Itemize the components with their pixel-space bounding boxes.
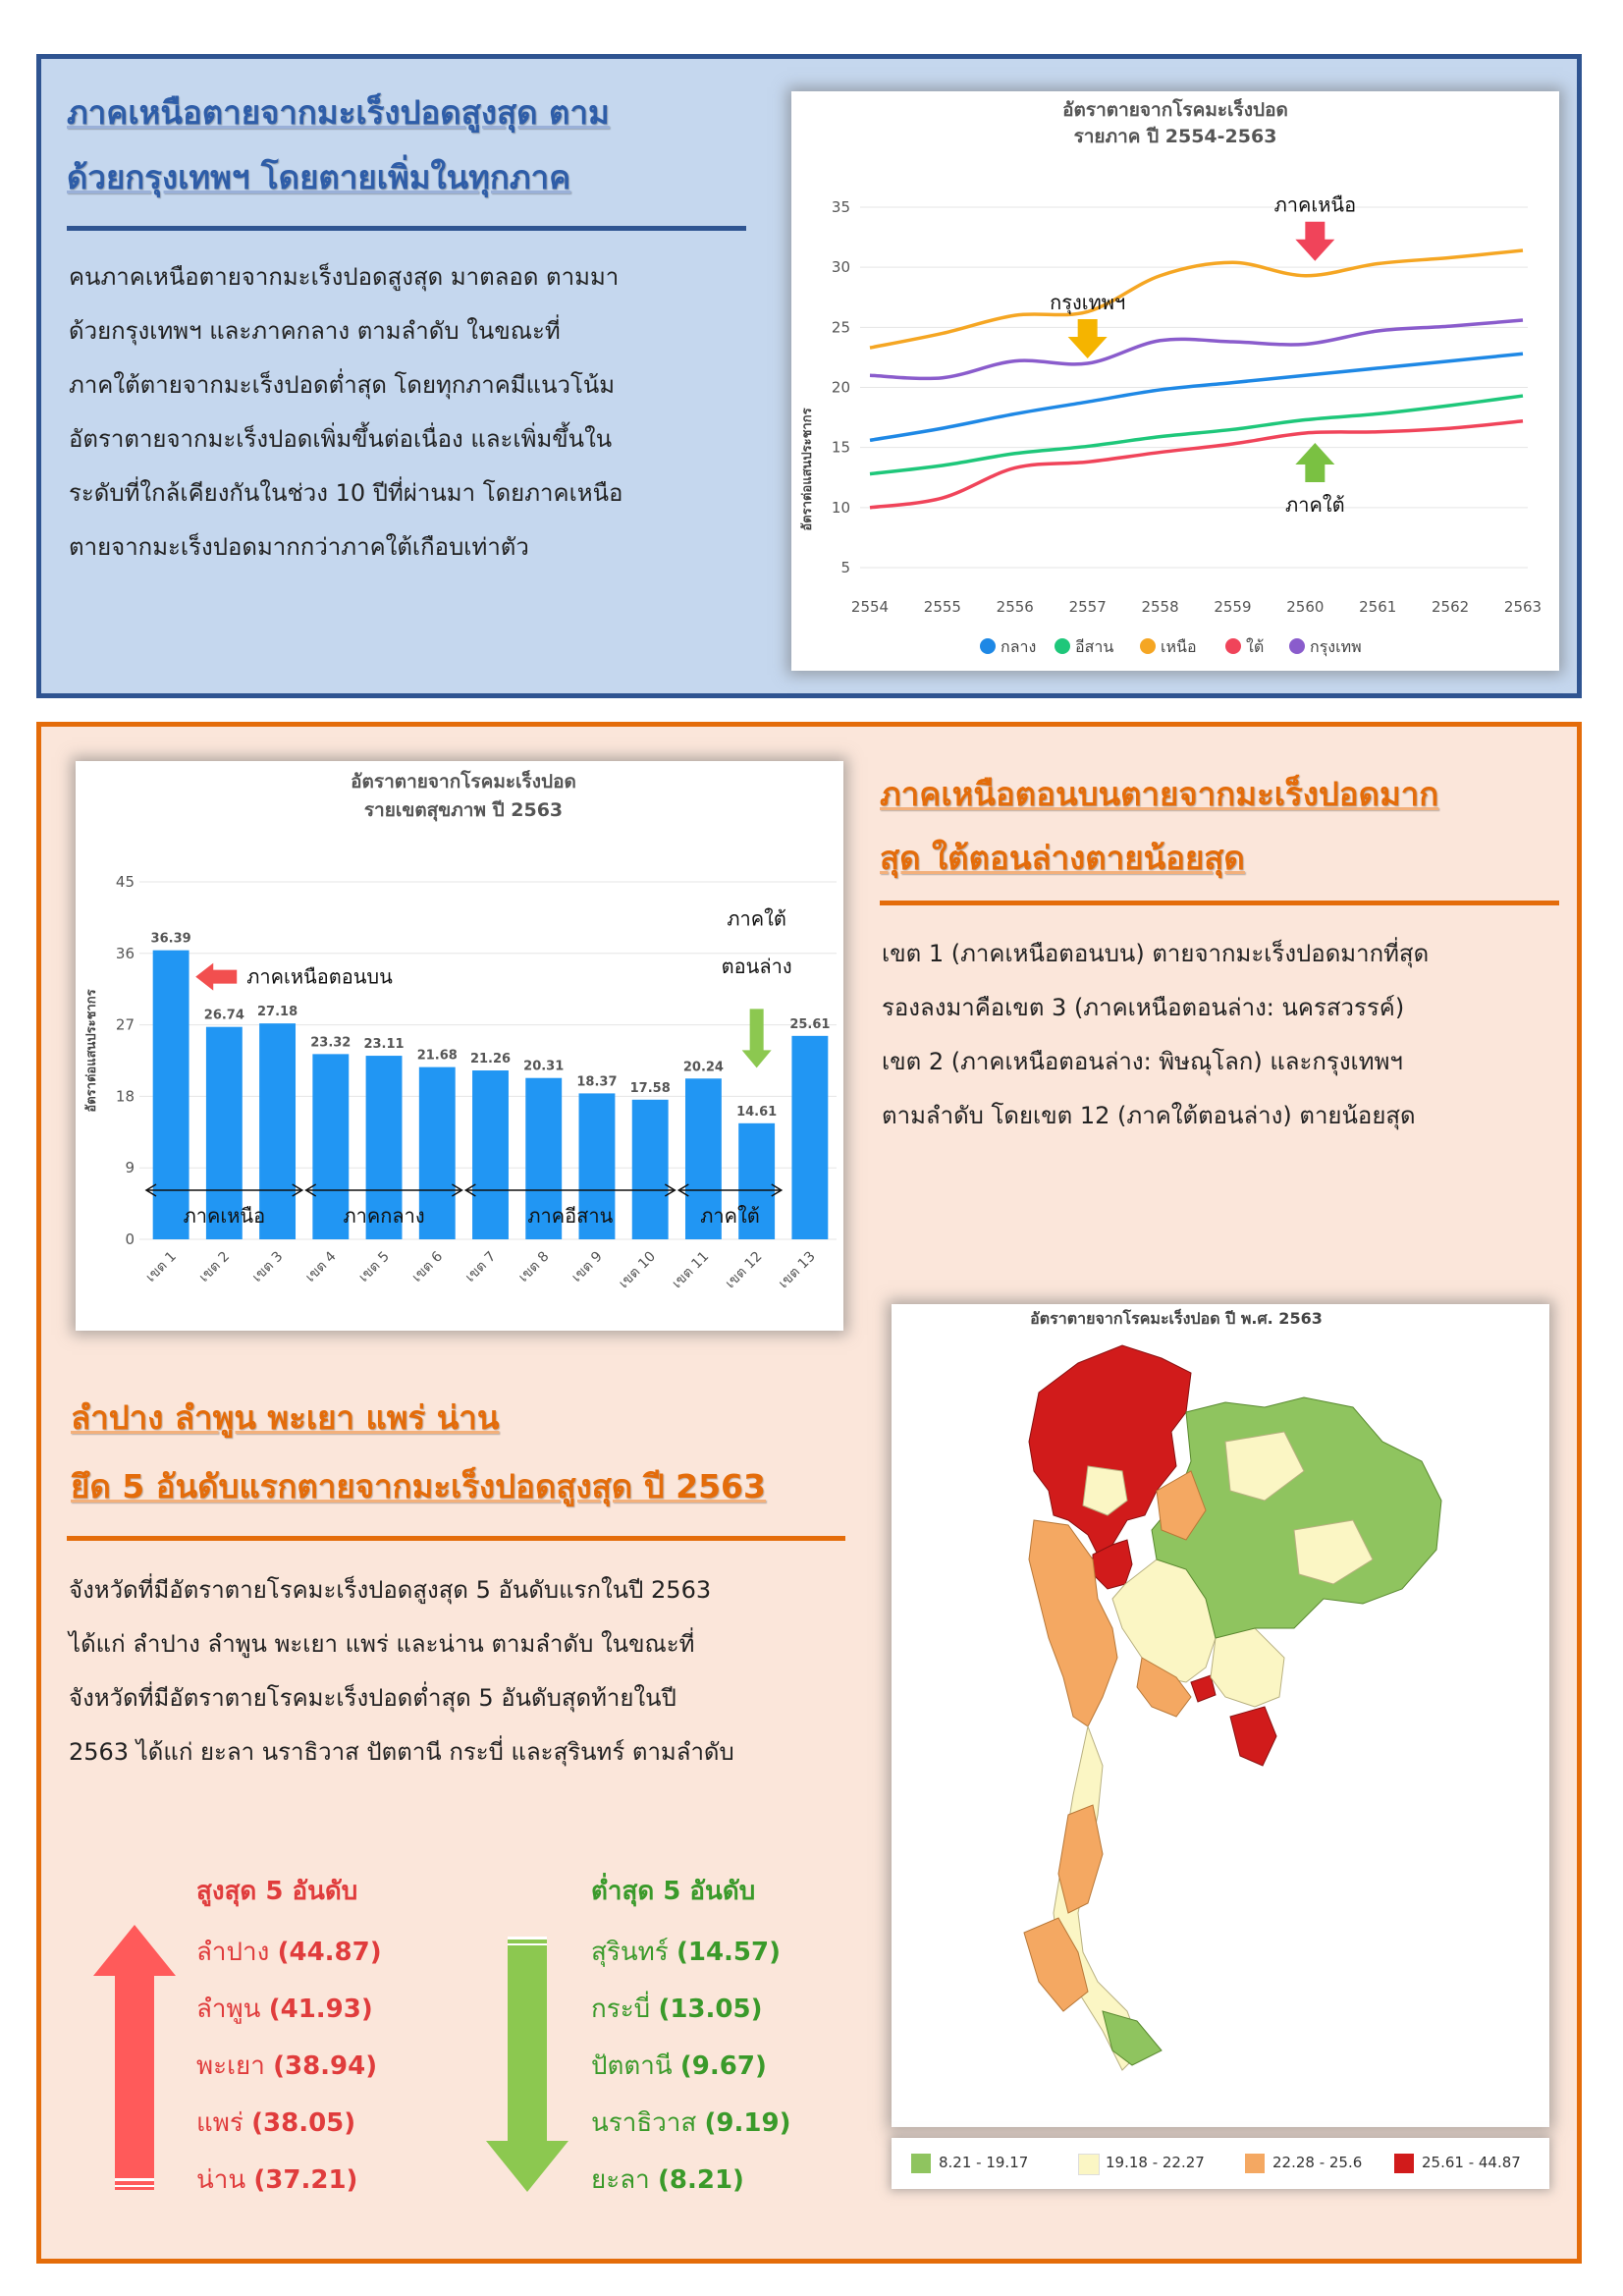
line-chart-xtick: 2562 [1432,598,1470,616]
bar-value-label: 20.31 [523,1059,565,1074]
annotation-north-arrow [1295,222,1334,261]
map-region-deep-south [1103,2011,1162,2065]
bar-category-label: เขต 6 [408,1248,447,1285]
section2-line: รองลงมาคือเขต 3 (ภาคเหนือตอนล่าง: นครสวรรค์) [882,994,1405,1021]
map-region-east [1230,1707,1276,1766]
annotation-south-lower-2: ตอนล่าง [721,954,792,978]
bar-chart-title-1: อัตราตายจากโรคมะเร็งปอด [351,771,576,793]
annotation-north: ภาคเหนือ [1273,192,1357,217]
bottom5-item: นราธิวาส (9.19) [591,2108,791,2138]
legend-swatch-orange [1245,2154,1265,2173]
line-chart-xtick: 2555 [923,598,961,616]
bar-10 [632,1100,669,1239]
down-arrow-icon [486,1927,569,2202]
line-chart-xtick: 2556 [996,598,1034,616]
top5-item: แพร่ (38.05) [196,2108,356,2138]
legend-label: อีสาน [1075,637,1114,656]
bar-7 [472,1070,509,1239]
map-region-south-orange [1058,1805,1103,1913]
legend-dot [1289,638,1305,654]
legend-label: 22.28 - 25.6 [1272,2154,1363,2171]
legend-dot [980,638,996,654]
line-chart [791,91,1559,671]
legend-dot [1140,638,1156,654]
map-legend [892,2138,1549,2189]
province-map-card [892,1304,1549,2127]
legend-swatch-red [1394,2154,1414,2173]
bar-category-label: เขต 4 [302,1248,340,1285]
bar-value-label: 25.61 [789,1016,831,1032]
annotation-north-upper-arrow [195,963,237,991]
annotation-south-arrow [1295,443,1334,482]
section3-divider [67,1536,845,1541]
section1-line: ระดับที่ใกล้เคียงกันในช่วง 10 ปีที่ผ่านมา โดยภาคเหนือ [69,479,623,507]
bar-category-label: เขต 11 [669,1248,713,1292]
line-series-อีสาน [870,396,1523,474]
section1-line: คนภาคเหนือตายจากมะเร็งปอดสูงสุด มาตลอด ตามมา [69,263,620,291]
bar-value-label: 26.74 [203,1008,244,1023]
bar-chart-ytick: 0 [125,1230,135,1248]
section2-title-line1: ภาคเหนือตอนบนตายจากมะเร็งปอดมาก [880,775,1439,813]
legend-label: 19.18 - 22.27 [1106,2154,1205,2171]
bar-chart-ylabel: อัตราต่อแสนประชากร [84,989,99,1113]
bar-category-label: เขต 12 [722,1248,766,1292]
bar-chart-card [76,761,843,1331]
bottom5-item: ยะลา (8.21) [591,2165,744,2195]
bar-value-label: 23.32 [310,1035,352,1051]
line-chart-xtick: 2560 [1286,598,1325,616]
line-chart-ytick: 25 [831,318,850,337]
legend-dot [1055,638,1070,654]
section3-line: จังหวัดที่มีอัตราตายโรคมะเร็งปอดต่ำสุด 5 อันดับสุดท้ายในปี [69,1684,676,1712]
bar-chart-title-2: รายเขตสุขภาพ ปี 2563 [363,799,564,821]
section2-line: เขต 1 (ภาคเหนือตอนบน) ตายจากมะเร็งปอดมากที่สุด [882,940,1430,967]
section2-divider [880,901,1559,905]
line-series-กรุงเทพ [870,320,1523,378]
bar-value-label: 18.37 [576,1074,618,1090]
bar-value-label: 21.68 [416,1048,458,1064]
line-chart-title-2: รายภาค ปี 2554-2563 [1073,126,1277,147]
line-chart-ytick: 20 [831,378,850,397]
bottom5-item: ปัตตานี (9.67) [591,2051,767,2081]
bar-category-label: เขต 13 [776,1248,819,1292]
bar-chart-ytick: 36 [115,944,135,962]
annotation-north-upper: ภาคเหนือตอนบน [246,964,393,989]
bar-chart-ytick: 9 [125,1159,135,1177]
line-chart-title-1: อัตราตายจากโรคมะเร็งปอด [1062,99,1288,121]
legend-label: กรุงเทพ [1310,637,1362,656]
annotation-south-lower-1: ภาคใต้ [727,906,786,931]
group-label: ภาคเหนือ [183,1204,266,1228]
section3-title-line2: ยึด 5 อันดับแรกตายจากมะเร็งปอดสูงสุด ปี 2563 [71,1467,766,1505]
bar-value-label: 27.18 [257,1005,298,1020]
line-chart-xtick: 2558 [1141,598,1179,616]
top5-title: สูงสุด 5 อันดับ [196,1877,358,1906]
line-chart-ytick: 35 [831,198,850,216]
legend-label: 25.61 - 44.87 [1422,2154,1521,2171]
bottom5-title: ต่ำสุด 5 อันดับ [591,1877,756,1906]
group-label: ภาคใต้ [700,1204,760,1228]
section3-line: 2563 ได้แก่ ยะลา นราธิวาส ปัตตานี กระบี่ และสุรินทร์ ตามลำดับ [69,1738,734,1766]
section1-title-line2: ด้วยกรุงเทพฯ โดยตายเพิ่มในทุกภาค [67,158,571,196]
top5-item: น่าน (37.21) [196,2165,358,2195]
section1-line: ด้วยกรุงเทพฯ และภาคกลาง ตามลำดับ ในขณะที่ [69,317,561,345]
bar-value-label: 23.11 [363,1037,405,1053]
section3-line: ได้แก่ ลำปาง ลำพูน พะเยา แพร่ และน่าน ตามลำดับ ในขณะที่ [69,1630,695,1658]
bar-chart-ytick: 27 [115,1015,135,1034]
legend-label: เหนือ [1161,637,1197,656]
bar-category-label: เขต 9 [568,1248,606,1285]
bar-chart-ytick: 18 [115,1087,135,1106]
bar-value-label: 36.39 [150,931,191,947]
legend-dot [1225,638,1241,654]
line-chart-ytick: 10 [831,498,850,517]
section3-line: จังหวัดที่มีอัตราตายโรคมะเร็งปอดสูงสุด 5 อันดับแรกในปี 2563 [69,1576,712,1604]
bar-chart-ytick: 45 [115,873,135,891]
bar-13 [791,1036,828,1239]
line-chart-xtick: 2561 [1359,598,1397,616]
group-label: ภาคอีสาน [527,1204,614,1228]
section1-line: ภาคใต้ตายจากมะเร็งปอดต่ำสุด โดยทุกภาคมีแนวโน้ม [69,371,616,399]
section3-title-line1: ลำปาง ลำพูน พะเยา แพร่ น่าน [71,1398,500,1437]
top5-item: พะเยา (38.94) [196,2051,378,2081]
bar-value-label: 21.26 [469,1052,512,1067]
bar-category-label: เขต 8 [515,1248,553,1285]
bar-value-label: 14.61 [736,1104,778,1120]
annotation-south-lower-arrow [742,1009,772,1067]
line-chart-xtick: 2554 [850,598,890,616]
annotation-south: ภาคใต้ [1285,492,1345,517]
line-chart-ylabel: อัตราต่อแสนประชากร [800,408,815,531]
bar-1 [153,951,189,1239]
section1-line: อัตราตายจากมะเร็งปอดเพิ่มขึ้นต่อเนื่อง และเพิ่มขึ้นใน [69,425,613,453]
legend-label: กลาง [1001,637,1037,656]
line-chart-ytick: 5 [840,559,850,576]
line-chart-xtick: 2557 [1068,598,1107,616]
line-chart-ytick: 15 [831,438,850,457]
section1-line: ตายจากมะเร็งปอดมากกว่าภาคใต้เกือบเท่าตัว [69,533,529,561]
top5-item: ลำปาง (44.87) [196,1938,382,1967]
annotation-bkk-arrow [1068,319,1108,358]
bar-category-label: เขต 7 [461,1248,500,1285]
bar-category-label: เขต 3 [249,1248,287,1285]
legend-label: 8.21 - 19.17 [939,2154,1029,2171]
bar-category-label: เขต 5 [355,1248,393,1285]
section1-divider [67,226,746,231]
legend-label: ใต้ [1246,637,1265,656]
line-series-กลาง [870,354,1523,440]
legend-swatch-green [911,2154,931,2173]
section2-title-line2: สุด ใต้ตอนล่างตายน้อยสุด [880,839,1245,877]
bottom5-item: กระบี่ (13.05) [591,1995,763,2024]
legend-swatch-yellow [1078,2154,1100,2175]
line-chart-ytick: 30 [831,258,850,277]
map-title: อัตราตายจากโรคมะเร็งปอด ปี พ.ศ. 2563 [1030,1309,1323,1328]
section1-title-line1: ภาคเหนือตายจากมะเร็งปอดสูงสุด ตาม [67,93,610,132]
line-chart-card [791,91,1559,671]
bar-value-label: 17.58 [629,1080,671,1096]
bar-category-label: เขต 10 [616,1248,660,1292]
line-chart-xtick: 2559 [1214,598,1252,616]
thailand-map [892,1304,1549,2127]
bottom5-item: สุรินทร์ (14.57) [591,1938,781,1967]
section2-line: ตามลำดับ โดยเขต 12 (ภาคใต้ตอนล่าง) ตายน้อยสุด [882,1102,1416,1129]
line-chart-xtick: 2563 [1503,598,1542,616]
line-series-เหนือ [870,250,1523,348]
bar-value-label: 20.24 [682,1060,724,1075]
group-label: ภาคกลาง [343,1204,425,1228]
bar-category-label: เขต 1 [142,1248,180,1285]
bar-chart [76,761,843,1331]
section2-line: เขต 2 (ภาคเหนือตอนล่าง: พิษณุโลก) และกรุงเทพฯ [882,1048,1403,1075]
bar-category-label: เขต 2 [195,1248,234,1285]
top5-item: ลำพูน (41.93) [196,1995,373,2024]
annotation-bkk: กรุงเทพฯ [1050,291,1126,315]
map-region-east-yellow [1211,1628,1284,1707]
up-arrow-icon [93,1925,177,2200]
